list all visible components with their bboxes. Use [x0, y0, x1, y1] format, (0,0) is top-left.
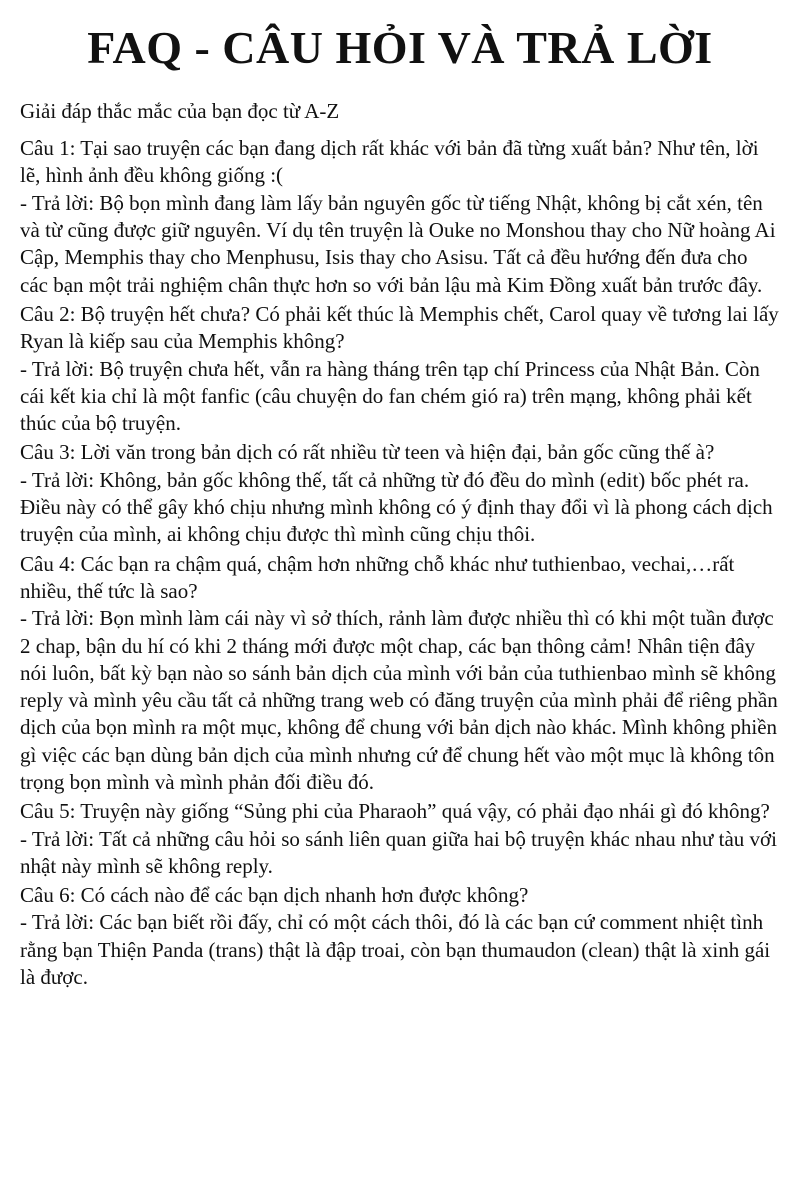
qa-item [20, 798, 780, 880]
question-text: Câu 2: Bộ truyện hết chưa? Có phải kết thúc là Memphis chết, Carol quay về tương lai lấy Ryan là kiếp sau của Memphis không? [20, 301, 779, 354]
answer-text: - Trả lời: Bộ truyện chưa hết, vẫn ra hàng tháng trên tạp chí Princess của Nhật Bản. Còn cái kết kia chỉ là một fanfic (câu chuyện do fan chém gió ra) trên mạng, không phải kết thúc của bộ truyện. [20, 356, 760, 436]
question-text: Câu 5: Truyện này giống “Sủng phi của Pharaoh” quá vậy, có phải đạo nhái gì đó không? [20, 799, 770, 824]
question-text: Câu 6: Có cách nào để các bạn dịch nhanh hơn được không? [20, 883, 529, 908]
qa-item [20, 551, 780, 797]
qa-item [20, 301, 780, 437]
answer-text: - Trả lời: Tất cả những câu hỏi so sánh liên quan giữa hai bộ truyện khác nhau như tàu với nhật này mình sẽ không reply. [20, 826, 777, 878]
question-text: Câu 3: Lời văn trong bản dịch có rất nhiều từ teen và hiện đại, bản gốc cũng thế à? [20, 440, 715, 465]
answer-text: - Trả lời: Bộ bọn mình đang làm lấy bản nguyên gốc từ tiếng Nhật, không bị cắt xén, tên và từ cũng được giữ nguyên. Ví dụ tên truyện là Ouke no Monshou thay cho Nữ hoàng Ai Cập, Memphis thay cho Menphusu, Isis thay cho Asisu. Tất cả đều hướng đến đưa cho các bạn một trải nghiệm chân thực hơn so với bản lậu mà Kim Đồng xuất bản trước đây. [20, 190, 776, 297]
page-subtitle: Giải đáp thắc mắc của bạn đọc từ A-Z [20, 99, 340, 124]
answer-text: - Trả lời: Các bạn biết rồi đấy, chỉ có một cách thôi, đó là các bạn cứ comment nhiệt tình rằng bạn Thiện Panda (trans) thật là đập troai, còn bạn thumaudon (clean) thật là xinh gái là được. [20, 910, 771, 990]
qa-item [20, 439, 780, 548]
question-text: Câu 4: Các bạn ra chậm quá, chậm hơn những chỗ khác như tuthienbao, vechai,…rất nhiều, thế tức là sao? [20, 551, 735, 603]
qa-item [20, 135, 780, 299]
question-text: Câu 1: Tại sao truyện các bạn đang dịch rất khác với bản đã từng xuất bản? Như tên, lời lẽ, hình ảnh đều không giống :( [20, 136, 759, 188]
answer-text: - Trả lời: Bọn mình làm cái này vì sở thích, rảnh làm được nhiều thì có khi một tuần được 2 chap, bận du hí có khi 2 tháng mới được một chap, các bạn thông cảm! Nhân tiện đây nói luôn, bất kỳ bạn nào so sánh bản dịch của mình với bản của tuthienbao mình sẽ không reply và mình yêu cầu tất cả những trang web có đăng truyện của mình phải để riêng phần dịch của bọn mình ra một mục, không để chung với bản dịch nào khác. Mình không phiền gì việc các bạn dùng bản dịch của mình nhưng cứ để chung hết vào một mục là không tôn trọng bọn mình và mình phản đối điều đó. [20, 606, 778, 794]
page-title: FAQ - CÂU HỎI VÀ TRẢ LỜI [87, 22, 713, 73]
qa-item [20, 882, 780, 991]
answer-text: - Trả lời: Không, bản gốc không thế, tất cả những từ đó đều do mình (edit) bốc phét ra. Điều này có thể gây khó chịu nhưng mình không có ý định thay đổi vì là phong cách dịch truyện của mình, ai không chịu được thì mình cũng chịu thôi. [20, 467, 773, 547]
